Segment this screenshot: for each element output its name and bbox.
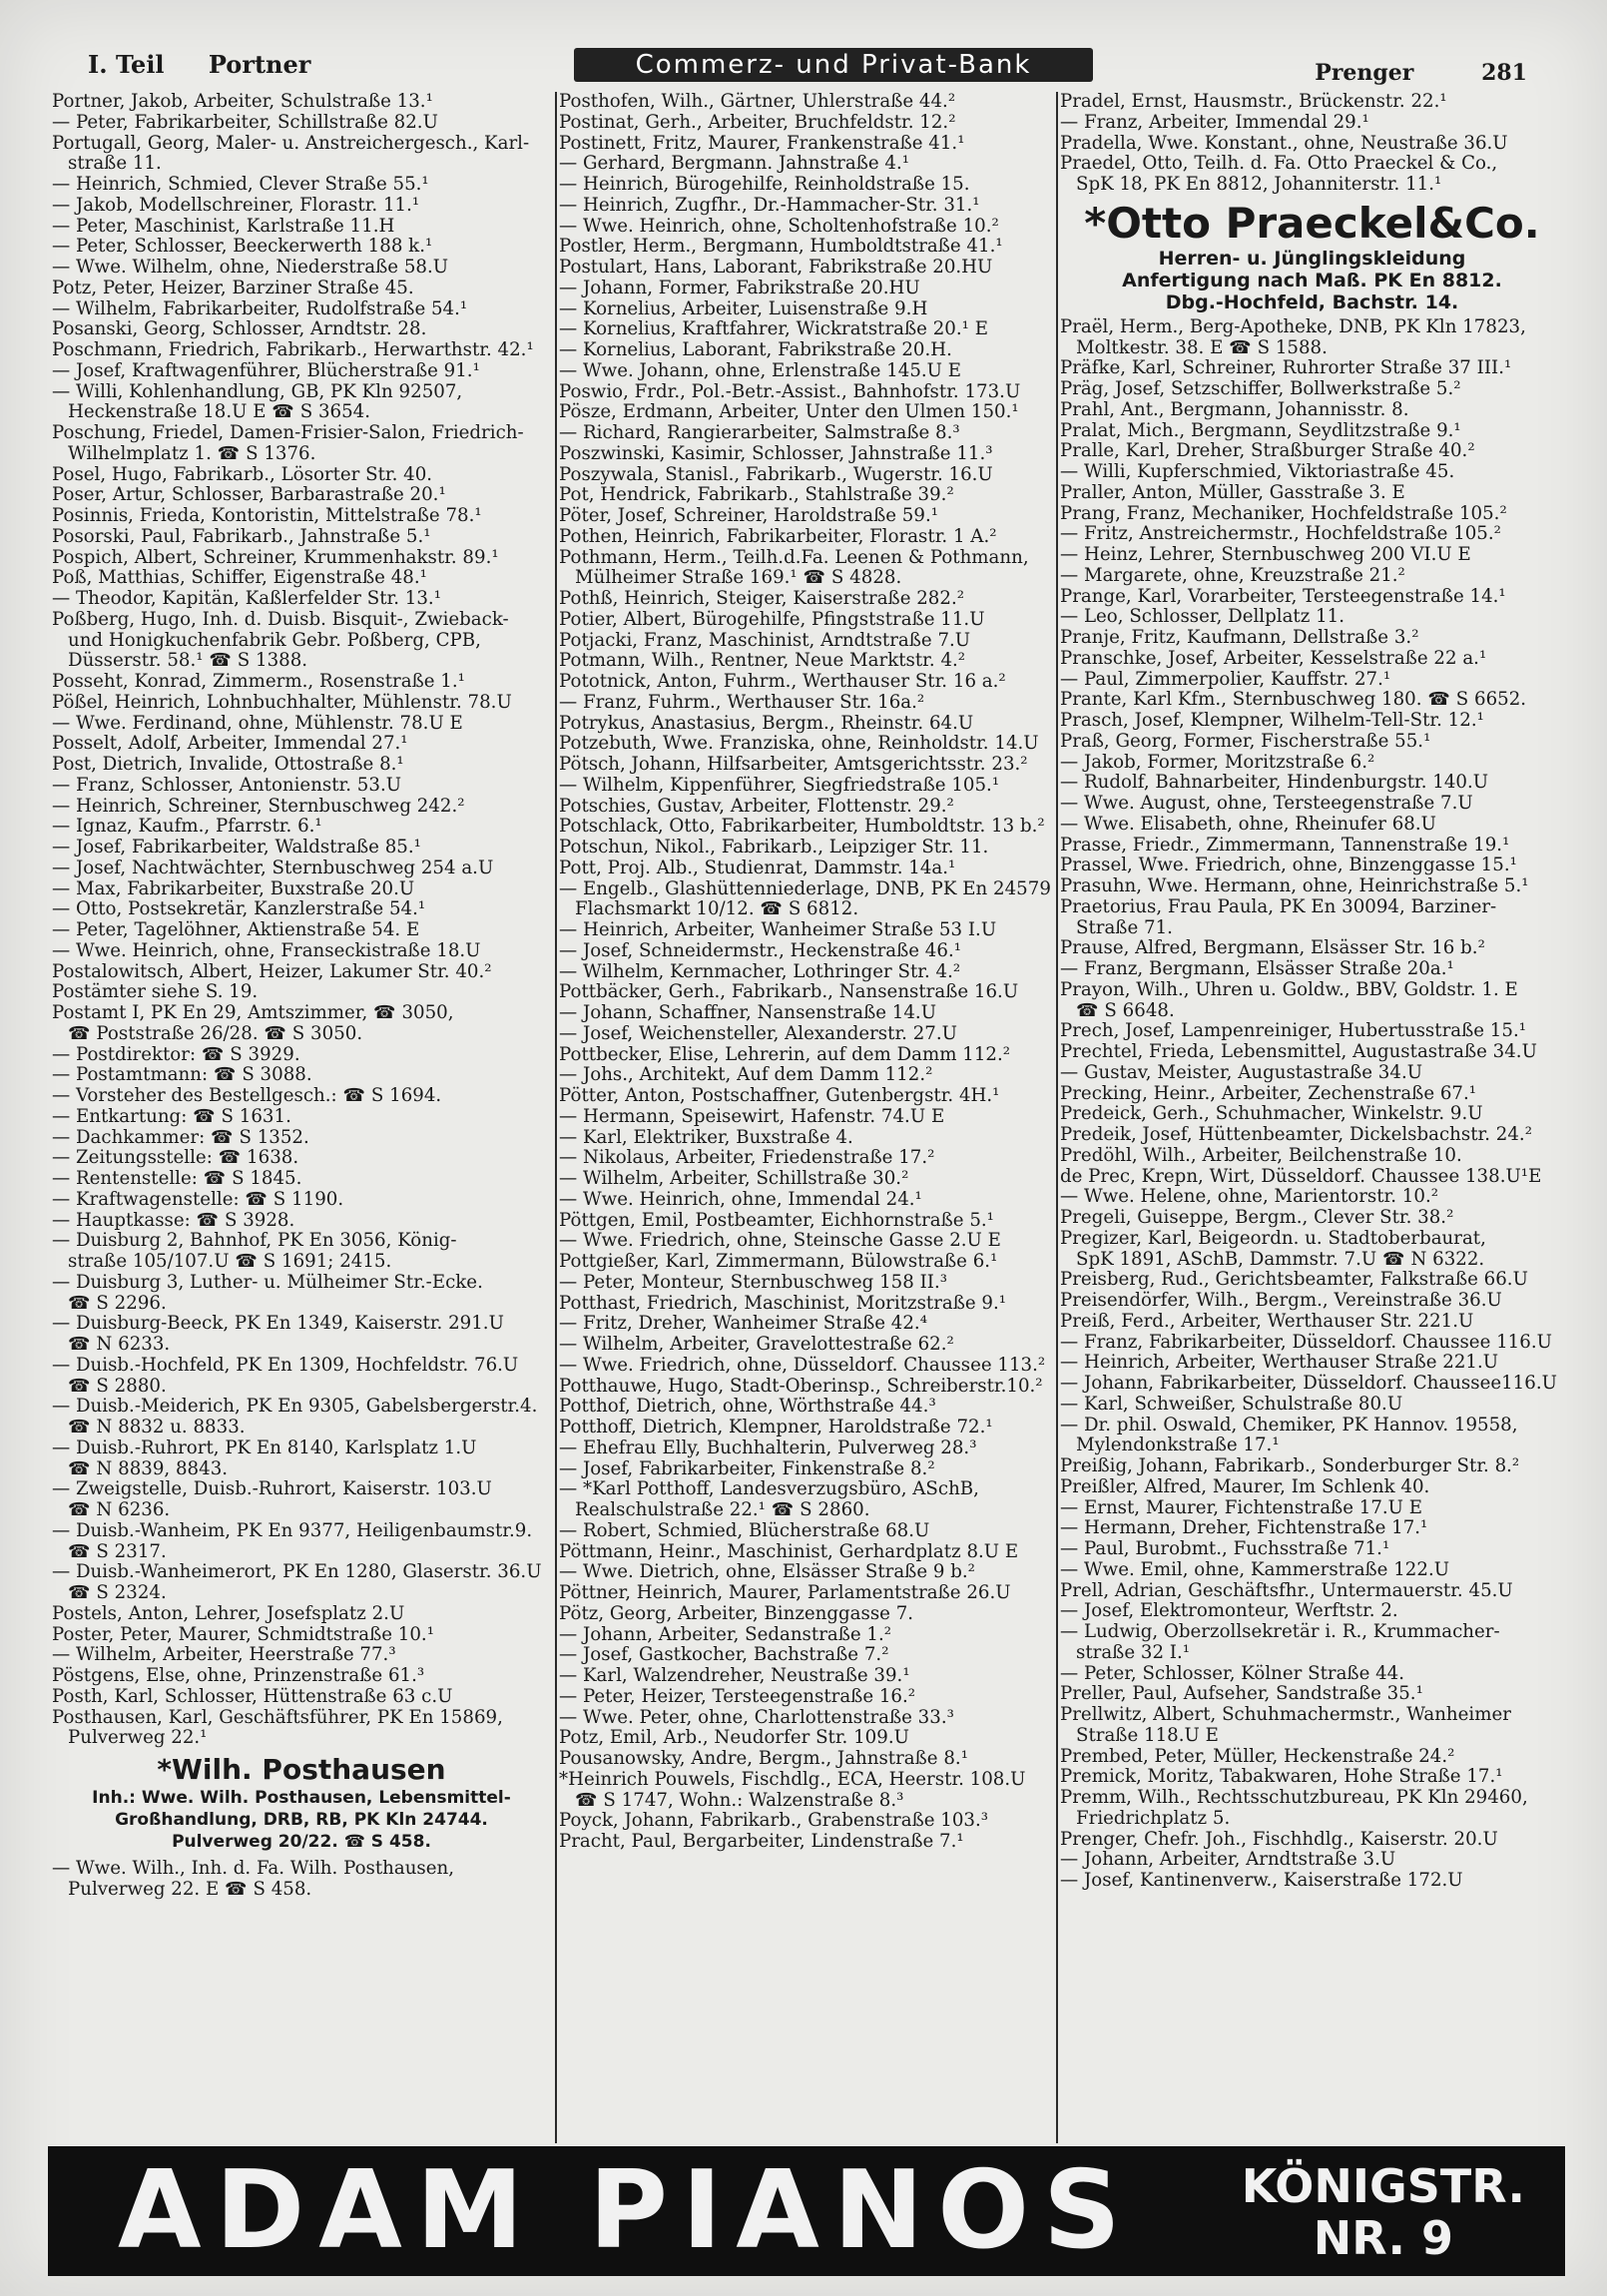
directory-entry: — Rentenstelle: ☎ S 1845.	[52, 1168, 302, 1189]
directory-entry: Potschies, Gustav, Arbeiter, Flottenstr. 29.²	[559, 795, 954, 817]
directory-entry: ☎ S 2880.	[68, 1375, 167, 1397]
directory-entry: Pösze, Erdmann, Arbeiter, Unter den Ulmen 150.¹	[559, 401, 1019, 423]
directory-entry: Postels, Anton, Lehrer, Josefsplatz 2.U	[52, 1602, 405, 1624]
directory-entry: — Leo, Schlosser, Dellplatz 11.	[1060, 606, 1345, 628]
directory-entry: — Dr. phil. Oswald, Chemiker, PK Hannov. 19558,	[1060, 1414, 1518, 1435]
directory-entry: — Johann, Schaffner, Nansenstraße 14.U	[559, 1002, 937, 1023]
directory-entry: — Duisb.-Ruhrort, PK En 8140, Karlsplatz 1.U	[52, 1436, 477, 1458]
directory-entry: Prahl, Ant., Bergmann, Johannisstr. 8.	[1060, 398, 1409, 420]
directory-entry: Prasch, Josef, Klempner, Wilhelm-Tell-Str. 12.¹	[1060, 710, 1484, 731]
directory-entry: — Rudolf, Bahnarbeiter, Hindenburgstr. 140.U	[1060, 772, 1489, 794]
directory-entry: Preiß, Ferd., Arbeiter, Werthauser Str. 221.U	[1060, 1310, 1474, 1332]
directory-entry: Postämter siehe S. 19.	[52, 981, 259, 1003]
directory-entry: — Zeitungsstelle: ☎ 1638.	[52, 1147, 299, 1169]
header-right	[1315, 60, 1527, 86]
directory-entry: — Wilhelm, Fabrikarbeiter, Rudolfstraße 54.¹	[52, 297, 468, 319]
directory-entry: Potthast, Friedrich, Maschinist, Moritzstraße 9.¹	[559, 1292, 1007, 1314]
directory-entry: de Prec, Krepn, Wirt, Düsseldorf. Chaussee 138.U¹E	[1060, 1165, 1542, 1187]
directory-entry: — Wilhelm, Kernmacher, Lothringer Str. 4.²	[559, 960, 961, 982]
directory-entry: straße 32 I.¹	[1076, 1641, 1191, 1663]
directory-entry: — Engelb., Glashüttenniederlage, DNB, PK En 24579	[559, 877, 1051, 899]
directory-entry: Poszywala, Stanisl., Fabrikarb., Wugerstr. 16.U	[559, 463, 993, 485]
directory-entry: Pralat, Mich., Bergmann, Seydlitzstraße 9.¹	[1060, 419, 1461, 441]
directory-entry: Potschlack, Otto, Fabrikarbeiter, Humboldtstr. 13 b.²	[559, 816, 1045, 838]
directory-entry: Pöttmann, Heinr., Maschinist, Gerhardplatz 8.U E	[559, 1540, 1019, 1562]
directory-entry: — Ignaz, Kaufm., Pfarrstr. 6.¹	[52, 816, 322, 838]
directory-entry: Posel, Hugo, Fabrikarb., Lösorter Str. 40.	[52, 463, 433, 485]
column-3-entries	[1060, 92, 1564, 196]
adam-pianos-street: KÖNIGSTR.	[1241, 2159, 1525, 2213]
directory-entry: — Fritz, Dreher, Wanheimer Straße 42.⁴	[559, 1313, 927, 1335]
column-1-entries	[52, 92, 551, 1749]
directory-entry: Pothen, Heinrich, Fabrikarbeiter, Florastr. 1 A.²	[559, 525, 997, 547]
directory-entry: *Heinrich Pouwels, Fischdlg., ECA, Heerstr. 108.U	[559, 1768, 1026, 1790]
directory-entry: Straße 71.	[1076, 916, 1173, 938]
directory-entry: ☎ N 8832 u. 8833.	[68, 1417, 246, 1437]
directory-entry: Praetorius, Frau Paula, PK En 30094, Barziner-	[1060, 895, 1497, 917]
posthausen-ad-line3: Pulverweg 20/22. ☎ S 458.	[172, 1832, 431, 1852]
directory-entry: Mylendonkstraße 17.¹	[1076, 1435, 1280, 1456]
directory-entry: Pradel, Ernst, Hausmstr., Brückenstr. 22.¹	[1060, 92, 1447, 112]
directory-entry: — Peter, Tagelöhner, Aktienstraße 54. E	[52, 919, 420, 940]
directory-entry: — Zweigstelle, Duisb.-Ruhrort, Kaiserstr. 103.U	[52, 1478, 492, 1500]
directory-entry: — Hauptkasse: ☎ S 3928.	[52, 1209, 295, 1231]
directory-entry: Potz, Emil, Arb., Neudorfer Str. 109.U	[559, 1727, 909, 1749]
column-1-tail	[52, 1859, 551, 1901]
directory-entry: — Paul, Burobmt., Fuchsstraße 71.¹	[1060, 1538, 1390, 1559]
column-3-tail	[1060, 317, 1564, 1892]
directory-entry: Preisendörfer, Wilh., Bergm., Vereinstraße 36.U	[1060, 1290, 1502, 1311]
directory-entry: — Jakob, Former, Moritzstraße 6.²	[1060, 751, 1375, 773]
directory-entry: Pototnick, Anton, Fuhrm., Werthauser Str. 16 a.²	[559, 671, 1006, 692]
directory-entry: Pottbecker, Elise, Lehrerin, auf dem Damm 112.²	[559, 1043, 1011, 1065]
directory-entry: — *Karl Potthoff, Landesverzugsbüro, ASchB,	[559, 1478, 979, 1500]
directory-entry: Pothmann, Herm., Teilh.d.Fa. Leenen & Pothmann,	[559, 546, 1029, 568]
directory-entry: Pulverweg 22. E ☎ S 458.	[68, 1878, 312, 1900]
directory-entry: Pospich, Albert, Schreiner, Krummenhakstr. 89.¹	[52, 546, 499, 568]
directory-entry: ☎ S 2296.	[68, 1292, 167, 1314]
directory-entry: — Wwe. Heinrich, ohne, Scholtenhofstraße 10.²	[559, 215, 999, 237]
directory-entry: Poschung, Friedel, Damen-Frisier-Salon, Friedrich-	[52, 422, 524, 443]
directory-entry: — Hermann, Speisewirt, Hafenstr. 74.U E	[559, 1105, 945, 1127]
directory-entry: — Josef, Fabrikarbeiter, Waldstraße 85.¹	[52, 837, 421, 858]
directory-entry: Potthauwe, Hugo, Stadt-Oberinsp., Schreiberstr.10.²	[559, 1375, 1043, 1397]
directory-entry: — Wwe. August, ohne, Tersteegenstraße 7.U	[1060, 793, 1473, 814]
directory-entry: Posanski, Georg, Schlosser, Arndtstr. 28.	[52, 318, 427, 340]
directory-entry: — Josef, Nachtwächter, Sternbuschweg 254 a.U	[52, 857, 494, 878]
posthausen-ad-line1: Inh.: Wwe. Wilh. Posthausen, Lebensmittel-	[92, 1788, 511, 1808]
directory-entry: Pöstgens, Else, ohne, Prinzenstraße 61.³	[52, 1665, 425, 1686]
directory-entry: Portugall, Georg, Maler- u. Anstreichergesch., Karl-	[52, 132, 530, 154]
directory-entry: Postalowitsch, Albert, Heizer, Lakumer Str. 40.²	[52, 960, 492, 982]
directory-entry: Pradella, Wwe. Konstant., ohne, Neustraße 36.U	[1060, 132, 1508, 154]
bank-banner: Commerz- und Privat-Bank	[574, 48, 1093, 82]
directory-entry: ☎ S 2324.	[68, 1582, 167, 1603]
directory-entry: — Wwe. Wilh., Inh. d. Fa. Wilh. Posthausen,	[52, 1858, 455, 1879]
directory-entry: Prellwitz, Albert, Schuhmachermstr., Wanheimer	[1060, 1704, 1511, 1725]
directory-entry: — Willi, Kohlenhandlung, GB, PK Kln 92507,	[52, 380, 463, 402]
directory-entry: — Johann, Former, Fabrikstraße 20.HU	[559, 277, 920, 298]
directory-entry: Pott, Proj. Alb., Studienrat, Dammstr. 14a.¹	[559, 857, 956, 878]
directory-entry: Postinat, Gerh., Arbeiter, Bruchfeldstr. 12.²	[559, 111, 956, 133]
directory-entry: — Peter, Schlosser, Beeckerwerth 188 k.¹	[52, 236, 433, 258]
directory-entry: Düsserstr. 58.¹ ☎ S 1388.	[68, 650, 308, 672]
directory-entry: — Johann, Arbeiter, Sedanstraße 1.²	[559, 1623, 892, 1645]
directory-entry: — Wilhelm, Kippenführer, Siegfriedstraße 105.¹	[559, 774, 1000, 796]
directory-entry: Preller, Paul, Aufseher, Sandstraße 35.¹	[1060, 1683, 1423, 1705]
directory-entry: Prasse, Friedr., Zimmermann, Tannenstraße 19.¹	[1060, 834, 1510, 856]
directory-entry: — Josef, Elektromonteur, Werftstr. 2.	[1060, 1600, 1398, 1622]
directory-entry: Straße 118.U E	[1076, 1724, 1219, 1746]
directory-entry: — Richard, Rangierarbeiter, Salmstraße 8.³	[559, 422, 960, 443]
directory-entry: straße 105/107.U ☎ S 1691; 2415.	[68, 1251, 392, 1272]
directory-entry: — Kornelius, Arbeiter, Luisenstraße 9.H	[559, 297, 928, 319]
directory-entry: Postulart, Hans, Laborant, Fabrikstraße 20.HU	[559, 257, 993, 278]
directory-entry: Portner, Jakob, Arbeiter, Schulstraße 13.¹	[52, 92, 433, 112]
directory-entry: Posthofen, Wilh., Gärtner, Uhlerstraße 44.²	[559, 92, 956, 112]
column-1	[52, 92, 551, 2143]
directory-entry: — Gustav, Meister, Augustastraße 34.U	[1060, 1061, 1423, 1083]
column-3	[1060, 92, 1564, 2143]
directory-entry: Potschun, Nikol., Fabrikarb., Leipziger Str. 11.	[559, 837, 989, 858]
directory-entry: — Ehefrau Elly, Buchhalterin, Pulverweg 28.³	[559, 1436, 977, 1458]
directory-entry: — Duisburg 2, Bahnhof, PK En 3056, König-	[52, 1230, 457, 1252]
directory-entry: ☎ N 6233.	[68, 1334, 171, 1355]
directory-entry: — Wilhelm, Arbeiter, Heerstraße 77.³	[52, 1644, 396, 1666]
directory-entry: Praller, Anton, Müller, Gasstraße 3. E	[1060, 481, 1405, 503]
directory-entry: Postinett, Fritz, Maurer, Frankenstraße 41.¹	[559, 132, 965, 154]
directory-entry: — Heinz, Lehrer, Sternbuschweg 200 VI.U E	[1060, 544, 1471, 565]
directory-entry: Potrykus, Anastasius, Bergm., Rheinstr. 64.U	[559, 712, 974, 734]
directory-entry: Potier, Albert, Bürogehilfe, Pfingststraße 11.U	[559, 608, 985, 630]
directory-entry: Poser, Artur, Schlosser, Barbarastraße 20.¹	[52, 484, 446, 506]
directory-entry: Poschmann, Friedrich, Fabrikarb., Herwarthstr. 42.¹	[52, 339, 534, 360]
directory-entry: — Wwe. Emil, ohne, Kammerstraße 122.U	[1060, 1558, 1450, 1580]
directory-entry: — Wilhelm, Arbeiter, Schillstraße 30.²	[559, 1168, 909, 1189]
directory-entry: Post, Dietrich, Invalide, Ottostraße 8.¹	[52, 754, 404, 775]
directory-entry: ☎ S 2317.	[68, 1540, 167, 1562]
directory-entry: Prassel, Wwe. Friedrich, ohne, Binzenggasse 15.¹	[1060, 855, 1517, 876]
directory-entry: — Hermann, Dreher, Fichtenstraße 17.¹	[1060, 1517, 1428, 1539]
directory-entry: ☎ Poststraße 26/28. ☎ S 3050.	[68, 1022, 363, 1044]
directory-entry: Pöttner, Heinrich, Maurer, Parlamentstraße 26.U	[559, 1582, 1011, 1603]
left-keyword: Portner	[208, 50, 311, 79]
directory-entry: ☎ N 6236.	[68, 1499, 171, 1520]
directory-entry: — Wwe. Ferdinand, ohne, Mühlenstr. 78.U E	[52, 712, 463, 734]
directory-entry: Flachsmarkt 10/12. ☎ S 6812.	[575, 898, 859, 920]
directory-entry: Moltkestr. 38. E ☎ S 1588.	[1076, 336, 1328, 358]
directory-entry: Poßberg, Hugo, Inh. d. Duisb. Bisquit-, Zwieback-	[52, 608, 509, 630]
adam-pianos-address	[1242, 2160, 1525, 2264]
directory-entry: Pötsch, Johann, Hilfsarbeiter, Amtsgerichtsstr. 23.²	[559, 754, 1028, 775]
directory-entry: — Peter, Fabrikarbeiter, Schillstraße 82.U	[52, 111, 438, 133]
directory-entry: — Johann, Arbeiter, Arndtstraße 3.U	[1060, 1849, 1396, 1871]
directory-entry: Posinnis, Frieda, Kontoristin, Mittelstraße 78.¹	[52, 505, 482, 526]
directory-entry: Prell, Adrian, Geschäftsfhr., Untermauerstr. 45.U	[1060, 1579, 1513, 1601]
directory-entry: — Wwe. Heinrich, ohne, Immendal 24.¹	[559, 1188, 922, 1210]
directory-entry: Poster, Peter, Maurer, Schmidtstraße 10.¹	[52, 1623, 434, 1645]
directory-entry: — Franz, Arbeiter, Immendal 29.¹	[1060, 111, 1369, 133]
page-header	[70, 44, 1547, 90]
directory-entry: — Kraftwagenstelle: ☎ S 1190.	[52, 1188, 344, 1210]
directory-entry: — Kornelius, Laborant, Fabrikstraße 20.H.	[559, 339, 952, 360]
directory-entry: Pranje, Fritz, Kaufmann, Dellstraße 3.²	[1060, 627, 1419, 648]
directory-entry: Potz, Peter, Heizer, Barziner Straße 45.	[52, 277, 414, 298]
directory-entry: — Franz, Fuhrm., Werthauser Str. 16a.²	[559, 691, 925, 713]
directory-entry: — Vorsteher des Bestellgesch.: ☎ S 1694.	[52, 1085, 442, 1106]
directory-entry: Prante, Karl Kfm., Sternbuschweg 180. ☎ S 6652.	[1060, 689, 1527, 711]
directory-entry: Praedel, Otto, Teilh. d. Fa. Otto Praeckel & Co.,	[1060, 153, 1498, 175]
directory-entry: Potjacki, Franz, Maschinist, Arndtstraße 7.U	[559, 629, 971, 651]
directory-entry: — Duisb.-Wanheimerort, PK En 1280, Glaserstr. 36.U	[52, 1561, 542, 1583]
directory-entry: Precking, Heinr., Arbeiter, Zechenstraße 67.¹	[1060, 1082, 1477, 1104]
directory-entry: ☎ N 8839, 8843.	[68, 1457, 229, 1479]
directory-entry: Friedrichplatz 5.	[1076, 1807, 1231, 1829]
directory-entry: Präg, Josef, Setzschiffer, Bollwerkstraße 5.²	[1060, 378, 1461, 399]
directory-entry: — Duisb.-Hochfeld, PK En 1309, Hochfeldstr. 76.U	[52, 1354, 519, 1376]
directory-entry: — Theodor, Kapitän, Kaßlerfelder Str. 13.¹	[52, 588, 441, 609]
adam-pianos-number: NR. 9	[1313, 2211, 1453, 2265]
directory-entry: Prause, Alfred, Bergmann, Elsässer Str. 16 b.²	[1060, 937, 1485, 959]
directory-entry: Preisberg, Rud., Gerichtsbeamter, Falkstraße 66.U	[1060, 1269, 1528, 1291]
directory-entry: — Max, Fabrikarbeiter, Buxstraße 20.U	[52, 877, 415, 899]
directory-entry: Pößel, Heinrich, Lohnbuchhalter, Mühlenstr. 78.U	[52, 691, 512, 713]
directory-entry: Pothß, Heinrich, Steiger, Kaiserstraße 282.²	[559, 588, 965, 609]
directory-entry: — Ernst, Maurer, Fichtenstraße 17.U E	[1060, 1496, 1423, 1518]
directory-entry: — Franz, Schlosser, Antonienstr. 53.U	[52, 774, 402, 796]
directory-entry: Posselt, Adolf, Arbeiter, Immendal 27.¹	[52, 733, 408, 755]
directory-entry: Posseht, Konrad, Zimmerm., Rosenstraße 1.¹	[52, 671, 465, 692]
directory-entry: Praël, Herm., Berg-Apotheke, DNB, PK Kln 17823,	[1060, 315, 1526, 337]
directory-entry: — Karl, Walzendreher, Neustraße 39.¹	[559, 1665, 910, 1686]
directory-entry: Präfke, Karl, Schreiner, Ruhrorter Straße 37 III.¹	[1060, 357, 1512, 379]
directory-entry: — Johs., Architekt, Auf dem Damm 112.²	[559, 1064, 933, 1086]
directory-entry: Pranschke, Josef, Arbeiter, Kesselstraße 22 a.¹	[1060, 647, 1487, 669]
directory-entry: — Josef, Gastkocher, Bachstraße 7.²	[559, 1644, 889, 1666]
directory-entry: Praß, Georg, Former, Fischerstraße 55.¹	[1060, 730, 1431, 752]
directory-entry: Prenger, Chefr. Joh., Fischhdlg., Kaiserstr. 20.U	[1060, 1828, 1498, 1850]
directory-entry: — Margarete, ohne, Kreuzstraße 21.²	[1060, 564, 1405, 586]
directory-entry: Wilhelmplatz 1. ☎ S 1376.	[68, 442, 316, 464]
directory-entry: — Wilhelm, Arbeiter, Gravelottestraße 62.²	[559, 1334, 954, 1355]
praeckel-ad	[1060, 200, 1564, 313]
directory-entry: Preißig, Johann, Fabrikarb., Sonderburger Str. 8.²	[1060, 1455, 1520, 1476]
praeckel-ad-line3: Dbg.-Hochfeld, Bachstr. 14.	[1165, 290, 1459, 313]
directory-entry: Prembed, Peter, Müller, Heckenstraße 24.²	[1060, 1745, 1455, 1767]
directory-entry: — Dachkammer: ☎ S 1352.	[52, 1126, 309, 1148]
directory-entry: — Franz, Bergmann, Elsässer Straße 20a.¹	[1060, 958, 1454, 979]
directory-entry: — Willi, Kupferschmied, Viktoriastraße 45.	[1060, 461, 1455, 482]
posthausen-ad-name: *Wilh. Posthausen	[157, 1753, 446, 1786]
directory-entry: — Peter, Heizer, Tersteegenstraße 16.²	[559, 1685, 916, 1707]
directory-entry: — Duisb.-Meiderich, PK En 9305, Gabelsbergerstr.4.	[52, 1396, 538, 1418]
directory-entry: — Wwe. Helene, ohne, Marientorstr. 10.²	[1060, 1186, 1439, 1208]
directory-entry: Pötz, Georg, Arbeiter, Binzenggasse 7.	[559, 1602, 914, 1624]
directory-entry: — Josef, Weichensteller, Alexanderstr. 27.U	[559, 1022, 957, 1044]
praeckel-ad-name: *Otto Praeckel&Co.	[1084, 198, 1540, 248]
directory-entry: Potthof, Dietrich, ohne, Wörthstraße 44.³	[559, 1396, 936, 1418]
directory-entry: Posth, Karl, Schlosser, Hüttenstraße 63 c.U	[52, 1685, 453, 1707]
directory-entry: — Franz, Fabrikarbeiter, Düsseldorf. Chaussee 116.U	[1060, 1331, 1552, 1353]
adam-pianos-name: ADAM PIANOS	[118, 2148, 1135, 2273]
directory-entry: — Heinrich, Arbeiter, Werthauser Straße 221.U	[1060, 1352, 1499, 1374]
directory-entry: Pötter, Anton, Postschaffner, Gutenbergstr. 4H.¹	[559, 1085, 1000, 1106]
directory-entry: Potmann, Wilh., Rentner, Neue Marktstr. 4.²	[559, 650, 966, 672]
directory-entry: Pregeli, Guiseppe, Bergm., Clever Str. 38.²	[1060, 1207, 1454, 1228]
directory-entry: Pottbäcker, Gerh., Fabrikarb., Nansenstraße 16.U	[559, 981, 1019, 1003]
directory-entry: — Otto, Postsekretär, Kanzlerstraße 54.¹	[52, 898, 426, 920]
directory-entry: straße 11.	[68, 153, 162, 175]
directory-entry: Pousanowsky, Andre, Bergm., Jahnstraße 8.¹	[559, 1748, 968, 1769]
directory-entry: — Heinrich, Bürogehilfe, Reinholdstraße 15.	[559, 174, 970, 195]
directory-entry: — Entkartung: ☎ S 1631.	[52, 1105, 291, 1127]
right-keyword: Prenger	[1315, 60, 1414, 86]
directory-entry: Pralle, Karl, Dreher, Straßburger Straße 40.²	[1060, 440, 1475, 462]
directory-entry: Prechtel, Frieda, Lebensmittel, Augustastraße 34.U	[1060, 1041, 1537, 1062]
directory-entry: — Wwe. Johann, ohne, Erlenstraße 145.U E	[559, 359, 962, 381]
directory-entry: Realschulstraße 22.¹ ☎ S 2860.	[575, 1499, 870, 1520]
directory-entry: Mülheimer Straße 169.¹ ☎ S 4828.	[575, 567, 902, 589]
directory-entry: ☎ S 6648.	[1076, 999, 1175, 1021]
directory-entry: SpK 1891, ASchB, Dammstr. 7.U ☎ N 6322.	[1076, 1248, 1485, 1270]
directory-entry: — Duisb.-Wanheim, PK En 9377, Heiligenbaumstr.9.	[52, 1519, 533, 1541]
directory-entry: Prech, Josef, Lampenreiniger, Hubertusstraße 15.¹	[1060, 1020, 1527, 1042]
directory-entry: Pracht, Paul, Bergarbeiter, Lindenstraße 7.¹	[559, 1831, 964, 1852]
directory-entry: Preißler, Alfred, Maurer, Im Schlenk 40.	[1060, 1475, 1430, 1497]
directory-entry: Heckenstraße 18.U E ☎ S 3654.	[68, 401, 371, 423]
directory-entry: — Wwe. Dietrich, ohne, Elsässer Straße 9 b.²	[559, 1561, 975, 1583]
directory-entry: — Robert, Schmied, Blücherstraße 68.U	[559, 1519, 930, 1541]
directory-entry: ☎ S 1747, Wohn.: Walzenstraße 8.³	[575, 1789, 904, 1811]
directory-entry: — Heinrich, Schmied, Clever Straße 55.¹	[52, 174, 429, 195]
directory-entry: — Kornelius, Kraftfahrer, Wickratstraße 20.¹ E	[559, 318, 988, 340]
directory-entry: Pöter, Josef, Schreiner, Haroldstraße 59.¹	[559, 505, 939, 526]
directory-entry: — Josef, Schneidermstr., Heckenstraße 46.¹	[559, 939, 962, 961]
part-label: I. Teil	[88, 50, 165, 79]
directory-entry: — Heinrich, Schreiner, Sternbuschweg 242.²	[52, 795, 465, 817]
posthausen-ad-line2: Großhandlung, DRB, RB, PK Kln 24744.	[115, 1810, 488, 1830]
directory-entry: — Heinrich, Arbeiter, Wanheimer Straße 53 I.U	[559, 919, 997, 940]
directory-entry: Prayon, Wilh., Uhren u. Goldw., BBV, Goldstr. 1. E	[1060, 978, 1518, 1000]
directory-entry: Pöttgen, Emil, Postbeamter, Eichhornstraße 5.¹	[559, 1209, 994, 1231]
directory-entry: Predöhl, Wilh., Arbeiter, Beilchenstraße 10.	[1060, 1144, 1462, 1166]
column-2	[559, 92, 1058, 2143]
directory-entry: Pot, Hendrick, Fabrikarb., Stahlstraße 39.²	[559, 484, 954, 506]
directory-entry: Postler, Herm., Bergmann, Humboldtstraße 41.¹	[559, 236, 1003, 258]
column-divider-1	[555, 92, 557, 2143]
directory-entry: Posorski, Paul, Fabrikarb., Jahnstraße 5.¹	[52, 525, 431, 547]
directory-entry: — Karl, Elektriker, Buxstraße 4.	[559, 1126, 853, 1148]
directory-entry: Predeick, Gerh., Schuhmacher, Winkelstr. 9.U	[1060, 1103, 1483, 1125]
directory-entry: — Wwe. Wilhelm, ohne, Niederstraße 58.U	[52, 257, 449, 278]
directory-entry: — Johann, Fabrikarbeiter, Düsseldorf. Chaussee116.U	[1060, 1373, 1557, 1394]
directory-entry: Postamt I, PK En 29, Amtszimmer, ☎ 3050,	[52, 1002, 454, 1023]
adam-pianos-ad	[48, 2146, 1565, 2276]
directory-entry: — Wwe. Heinrich, ohne, Franseckistraße 18.U	[52, 939, 481, 961]
directory-entry: Prasuhn, Wwe. Hermann, ohne, Heinrichstraße 5.¹	[1060, 875, 1529, 896]
directory-entry: — Fritz, Anstreichermstr., Hochfeldstraße 105.²	[1060, 523, 1501, 545]
directory-entry: — Ludwig, Oberzollsekretär i. R., Krummacher-	[1060, 1621, 1500, 1642]
directory-entry: — Wwe. Friedrich, ohne, Steinsche Gasse 2.U E	[559, 1230, 1001, 1252]
directory-entry: — Peter, Schlosser, Kölner Straße 44.	[1060, 1662, 1405, 1684]
directory-entry: — Josef, Kantinenverw., Kaiserstraße 172.U	[1060, 1870, 1463, 1891]
directory-entry: — Peter, Monteur, Sternbuschweg 158 II.³	[559, 1271, 948, 1293]
directory-entry: — Duisburg 3, Luther- u. Mülheimer Str.-Ecke.	[52, 1271, 483, 1293]
directory-entry: Poß, Matthias, Schiffer, Eigenstraße 48.¹	[52, 567, 427, 589]
directory-entry: Poswio, Frdr., Pol.-Betr.-Assist., Bahnhofstr. 173.U	[559, 380, 1021, 402]
directory-entry: — Heinrich, Zugfhr., Dr.-Hammacher-Str. 31.¹	[559, 194, 980, 216]
directory-entry: Pottgießer, Karl, Zimmermann, Bülowstraße 6.¹	[559, 1251, 998, 1272]
column-divider-2	[1056, 92, 1058, 2143]
header-left	[88, 50, 346, 79]
posthausen-ad	[52, 1753, 551, 1853]
directory-entry: — Duisburg-Beeck, PK En 1349, Kaiserstr. 291.U	[52, 1313, 504, 1335]
directory-entry: — Wwe. Elisabeth, ohne, Rheinufer 68.U	[1060, 813, 1436, 835]
directory-entry: — Wwe. Friedrich, ohne, Düsseldorf. Chaussee 113.²	[559, 1354, 1046, 1376]
directory-entry: Pregizer, Karl, Beigeordn. u. Stadtoberbaurat,	[1060, 1227, 1486, 1249]
directory-entry: — Peter, Maschinist, Karlstraße 11.H	[52, 215, 395, 237]
directory-entry: — Postdirektor: ☎ S 3929.	[52, 1043, 300, 1065]
directory-entry: Premick, Moritz, Tabakwaren, Hohe Straße 17.¹	[1060, 1766, 1503, 1788]
directory-entry: — Postamtmann: ☎ S 3088.	[52, 1064, 312, 1086]
directory-entry: Potthoff, Dietrich, Klempner, Haroldstraße 72.¹	[559, 1417, 993, 1437]
directory-entry: Pulverweg 22.¹	[68, 1727, 208, 1749]
column-2-entries	[559, 92, 1058, 1853]
directory-entry: — Paul, Zimmerpolier, Kauffstr. 27.¹	[1060, 668, 1391, 690]
praeckel-ad-line1: Herren- u. Jünglingskleidung	[1158, 247, 1466, 270]
directory-entry: Potzebuth, Wwe. Franziska, ohne, Reinholdstr. 14.U	[559, 733, 1039, 755]
directory-entry: — Wwe. Peter, ohne, Charlottenstraße 33.³	[559, 1706, 954, 1728]
directory-entry: Prang, Franz, Mechaniker, Hochfeldstraße 105.²	[1060, 502, 1507, 524]
directory-entry: Prange, Karl, Vorarbeiter, Tersteegenstraße 14.¹	[1060, 585, 1506, 607]
directory-entry: und Honigkuchenfabrik Gebr. Poßberg, CPB,	[68, 629, 481, 651]
directory-entry: — Jakob, Modellschreiner, Florastr. 11.¹	[52, 194, 420, 216]
directory-entry: Premm, Wilh., Rechtsschutzbureau, PK Kln 29460,	[1060, 1787, 1528, 1808]
directory-entry: Predeik, Josef, Hüttenbeamter, Dickelsbachstr. 24.²	[1060, 1124, 1532, 1145]
directory-entry: — Gerhard, Bergmann. Jahnstraße 4.¹	[559, 153, 910, 175]
page-number: 281	[1481, 60, 1527, 86]
directory-entry: Poszwinski, Kasimir, Schlosser, Jahnstraße 11.³	[559, 442, 993, 464]
directory-entry: — Nikolaus, Arbeiter, Friedenstraße 17.²	[559, 1147, 935, 1169]
directory-entry: Posthausen, Karl, Geschäftsführer, PK En 15869,	[52, 1706, 503, 1728]
directory-entry: — Karl, Schweißer, Schulstraße 80.U	[1060, 1393, 1403, 1415]
directory-entry: Poyck, Johann, Fabrikarb., Grabenstraße 103.³	[559, 1810, 989, 1832]
praeckel-ad-line2: Anfertigung nach Maß. PK En 8812.	[1122, 269, 1502, 291]
directory-entry: — Josef, Fabrikarbeiter, Finkenstraße 8.²	[559, 1457, 935, 1479]
directory-entry: SpK 18, PK En 8812, Johanniterstr. 11.¹	[1076, 174, 1442, 195]
directory-entry: — Josef, Kraftwagenführer, Blücherstraße 91.¹	[52, 359, 480, 381]
